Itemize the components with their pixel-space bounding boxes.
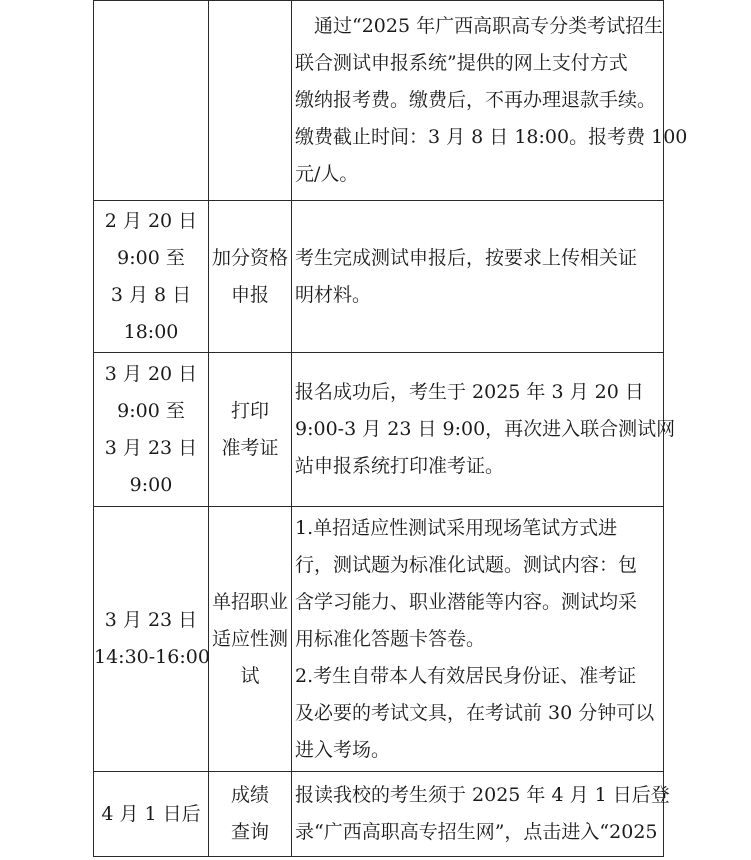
description-cell: [292, 1, 688, 201]
description-line: 缴纳报考费。缴费后，不再办理退款手续。: [295, 89, 657, 111]
table-row-aptitude-test: [94, 507, 664, 772]
description-line: 站申报系统打印准考证。: [295, 455, 505, 477]
description-line: 报名成功后，考生于 2025 年 3 月 20 日: [295, 381, 644, 403]
item-line: 成绩: [230, 784, 269, 806]
date-cell: [94, 772, 209, 857]
description-line: 通过“2025 年广西高职高专分类考试招生: [314, 15, 664, 37]
item-line: 适应性测: [211, 627, 288, 650]
date-cell: [94, 353, 209, 507]
date-line: 4 月 1 日后: [101, 802, 201, 825]
item-line: 申报: [230, 283, 269, 306]
date-cell: [94, 1, 209, 201]
description-line: 行，测试题为标准化试题。测试内容：包: [295, 553, 638, 576]
item-line: 查询: [230, 821, 269, 843]
item-cell: [209, 772, 292, 857]
date-line: 3 月 23 日: [104, 609, 198, 631]
description-line: 2.考生自带本人有效居民身份证、准考证: [295, 664, 637, 687]
item-cell: [209, 201, 292, 353]
date-line: 14:30-16:00: [94, 646, 210, 668]
description-line: 录“广西高职高专招生网”，点击进入“2025: [295, 821, 658, 843]
schedule-table: [93, 0, 688, 857]
description-line: 缴费截止时间：3 月 8 日 18:00。报考费 100: [295, 126, 688, 148]
description-line: 进入考场。: [295, 738, 391, 761]
date-line: 9:00 至: [117, 399, 185, 422]
date-line: 18:00: [123, 320, 179, 343]
item-line: 试: [240, 664, 260, 687]
date-line: 3 月 23 日: [104, 436, 198, 459]
date-line: 2 月 20 日: [104, 209, 198, 232]
item-line: 准考证: [221, 436, 279, 459]
item-line: 打印: [230, 399, 269, 422]
table-row-bonus-qualification: [94, 201, 664, 353]
description-line: 报读我校的考生须于 2025 年 4 月 1 日后登: [295, 784, 670, 806]
description-cell: [292, 353, 676, 507]
table-row-admission-ticket: [94, 353, 664, 507]
table-row-fee-payment: [94, 1, 664, 201]
date-cell: [94, 507, 209, 772]
description-line: 考生完成测试申报后，按要求上传相关证: [295, 246, 638, 269]
item-line: 单招职业: [211, 590, 288, 613]
item-cell: [209, 1, 292, 201]
description-cell: [292, 772, 670, 857]
date-line: 3 月 20 日: [104, 362, 198, 385]
item-cell: [209, 353, 292, 507]
description-cell: [292, 201, 664, 353]
description-line: 及必要的考试文具，在考试前 30 分钟可以: [295, 701, 655, 724]
date-line: 3 月 8 日: [110, 283, 192, 306]
description-line: 用标准化答题卡答卷。: [295, 627, 486, 650]
date-cell: [94, 201, 209, 353]
date-line: 9:00 至: [117, 246, 185, 269]
description-line: 元/人。: [295, 163, 359, 185]
table-row-score-query: [94, 772, 664, 857]
description-line: 明材料。: [295, 283, 372, 306]
date-line: 9:00: [129, 473, 173, 496]
item-cell: [209, 507, 292, 772]
description-line: 1.单招适应性测试采用现场笔试方式进: [295, 516, 618, 539]
description-line: 含学习能力、职业潜能等内容。测试均采: [295, 590, 638, 613]
description-line: 9:00-3 月 23 日 9:00，再次进入联合测试网: [295, 418, 676, 440]
item-line: 加分资格: [211, 246, 288, 269]
description-line: 联合测试申报系统”提供的网上支付方式: [295, 52, 628, 74]
description-cell: [292, 507, 664, 772]
